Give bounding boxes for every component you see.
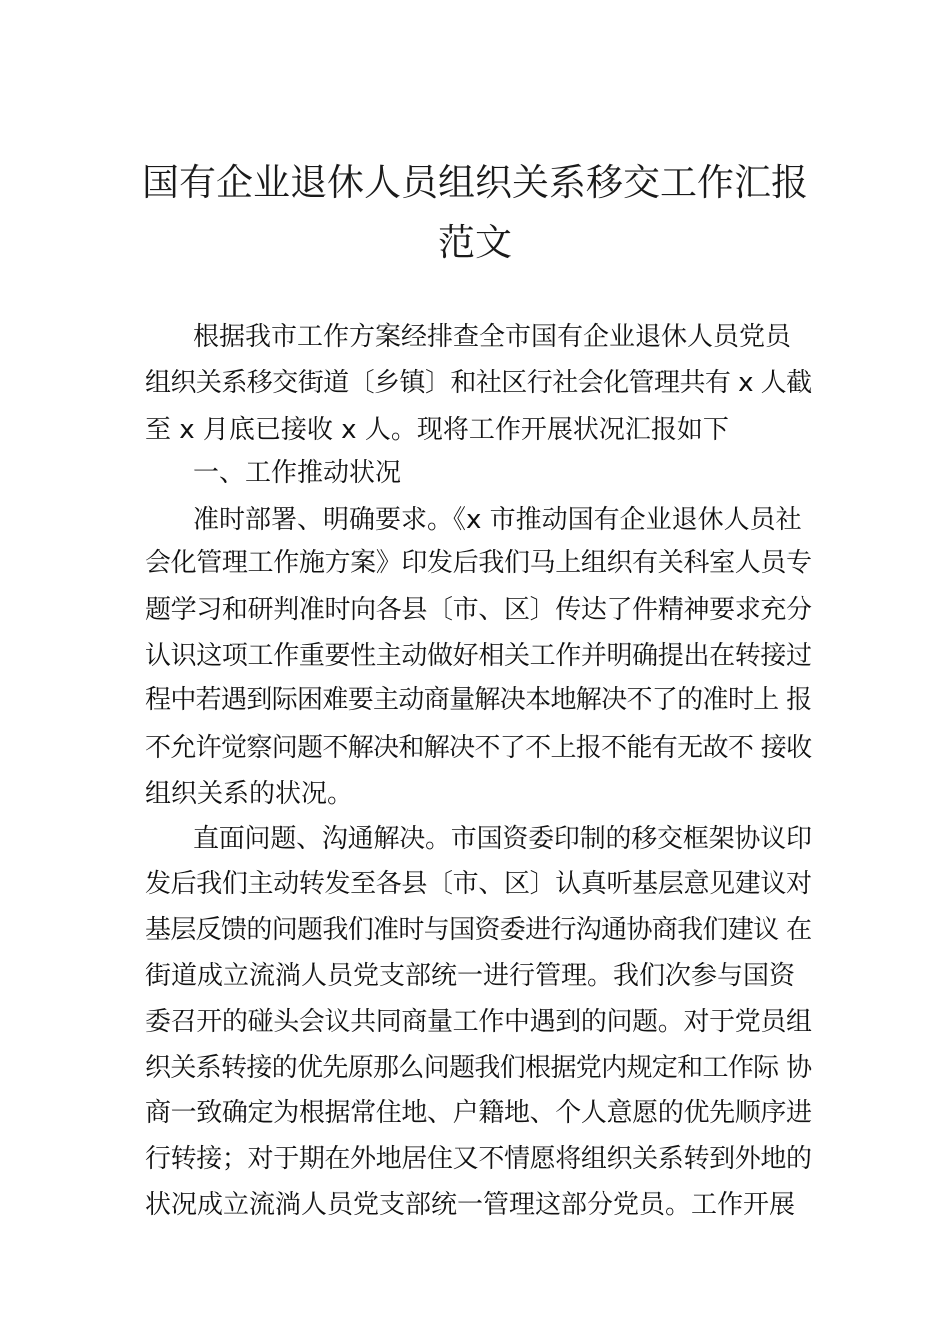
body-line-9: 程中若遇到际困难要主动商量解决本地解决不了的准时上 报 (145, 685, 812, 715)
body-line-7: 题学习和研判准时向各县〔市、区〕传达了件精神要求充分 (145, 595, 812, 625)
body-line-12: 直面问题、沟通解决。市国资委印制的移交框架协议印 (193, 824, 812, 854)
body-line-19: 行转接；对于期在外地居住又不情愿将组织关系转到外地的 (145, 1144, 812, 1174)
body-line-16: 委召开的碰头会议共同商量工作中遇到的问题。对于党员组 (145, 1007, 812, 1037)
document-title-line-2: 范文 (438, 221, 512, 264)
body-line-10: 不允许觉察问题不解决和解决不了不上报不能有无故不 接收 (145, 733, 812, 763)
body-line-8: 认识这项工作重要性主动做好相关工作并明确提出在转接过 (145, 641, 812, 671)
body-line-17: 织关系转接的优先原那么问题我们根据党内规定和工作际 协 (145, 1053, 812, 1083)
body-line-15: 街道成立流淌人员党支部统一进行管理。我们次参与国资 (145, 961, 796, 991)
body-line-2: 组织关系移交街道〔乡镇〕和社区行社会化管理共有 x 人截 (145, 368, 812, 398)
body-line-3: 至 x 月底已接收 x 人。现将工作开展状况汇报如下 (145, 415, 729, 445)
body-line-6: 会化管理工作施方案》印发后我们马上组织有关科室人员专 (145, 548, 812, 578)
body-line-14: 基层反馈的问题我们准时与国资委进行沟通协商我们建议 在 (145, 915, 812, 945)
body-line-18: 商一致确定为根据常住地、户籍地、个人意愿的优先顺序进 (145, 1098, 812, 1128)
document-title-line-1: 国有企业退休人员组织关系移交工作汇报 (142, 161, 808, 204)
body-line-1: 根据我市工作方案经排查全市国有企业退休人员党员 (193, 322, 792, 352)
body-line-5: 准时部署、明确要求。《x 市推动国有企业退休人员社 (193, 505, 802, 535)
body-line-11: 组织关系的状况。 (145, 779, 354, 809)
body-line-20: 状况成立流淌人员党支部统一管理这部分党员。工作开展 (145, 1190, 796, 1220)
section-heading: 一、工作推动状况 (193, 458, 402, 488)
body-line-13: 发后我们主动转发至各县〔市、区〕认真听基层意见建议对 (145, 869, 812, 899)
